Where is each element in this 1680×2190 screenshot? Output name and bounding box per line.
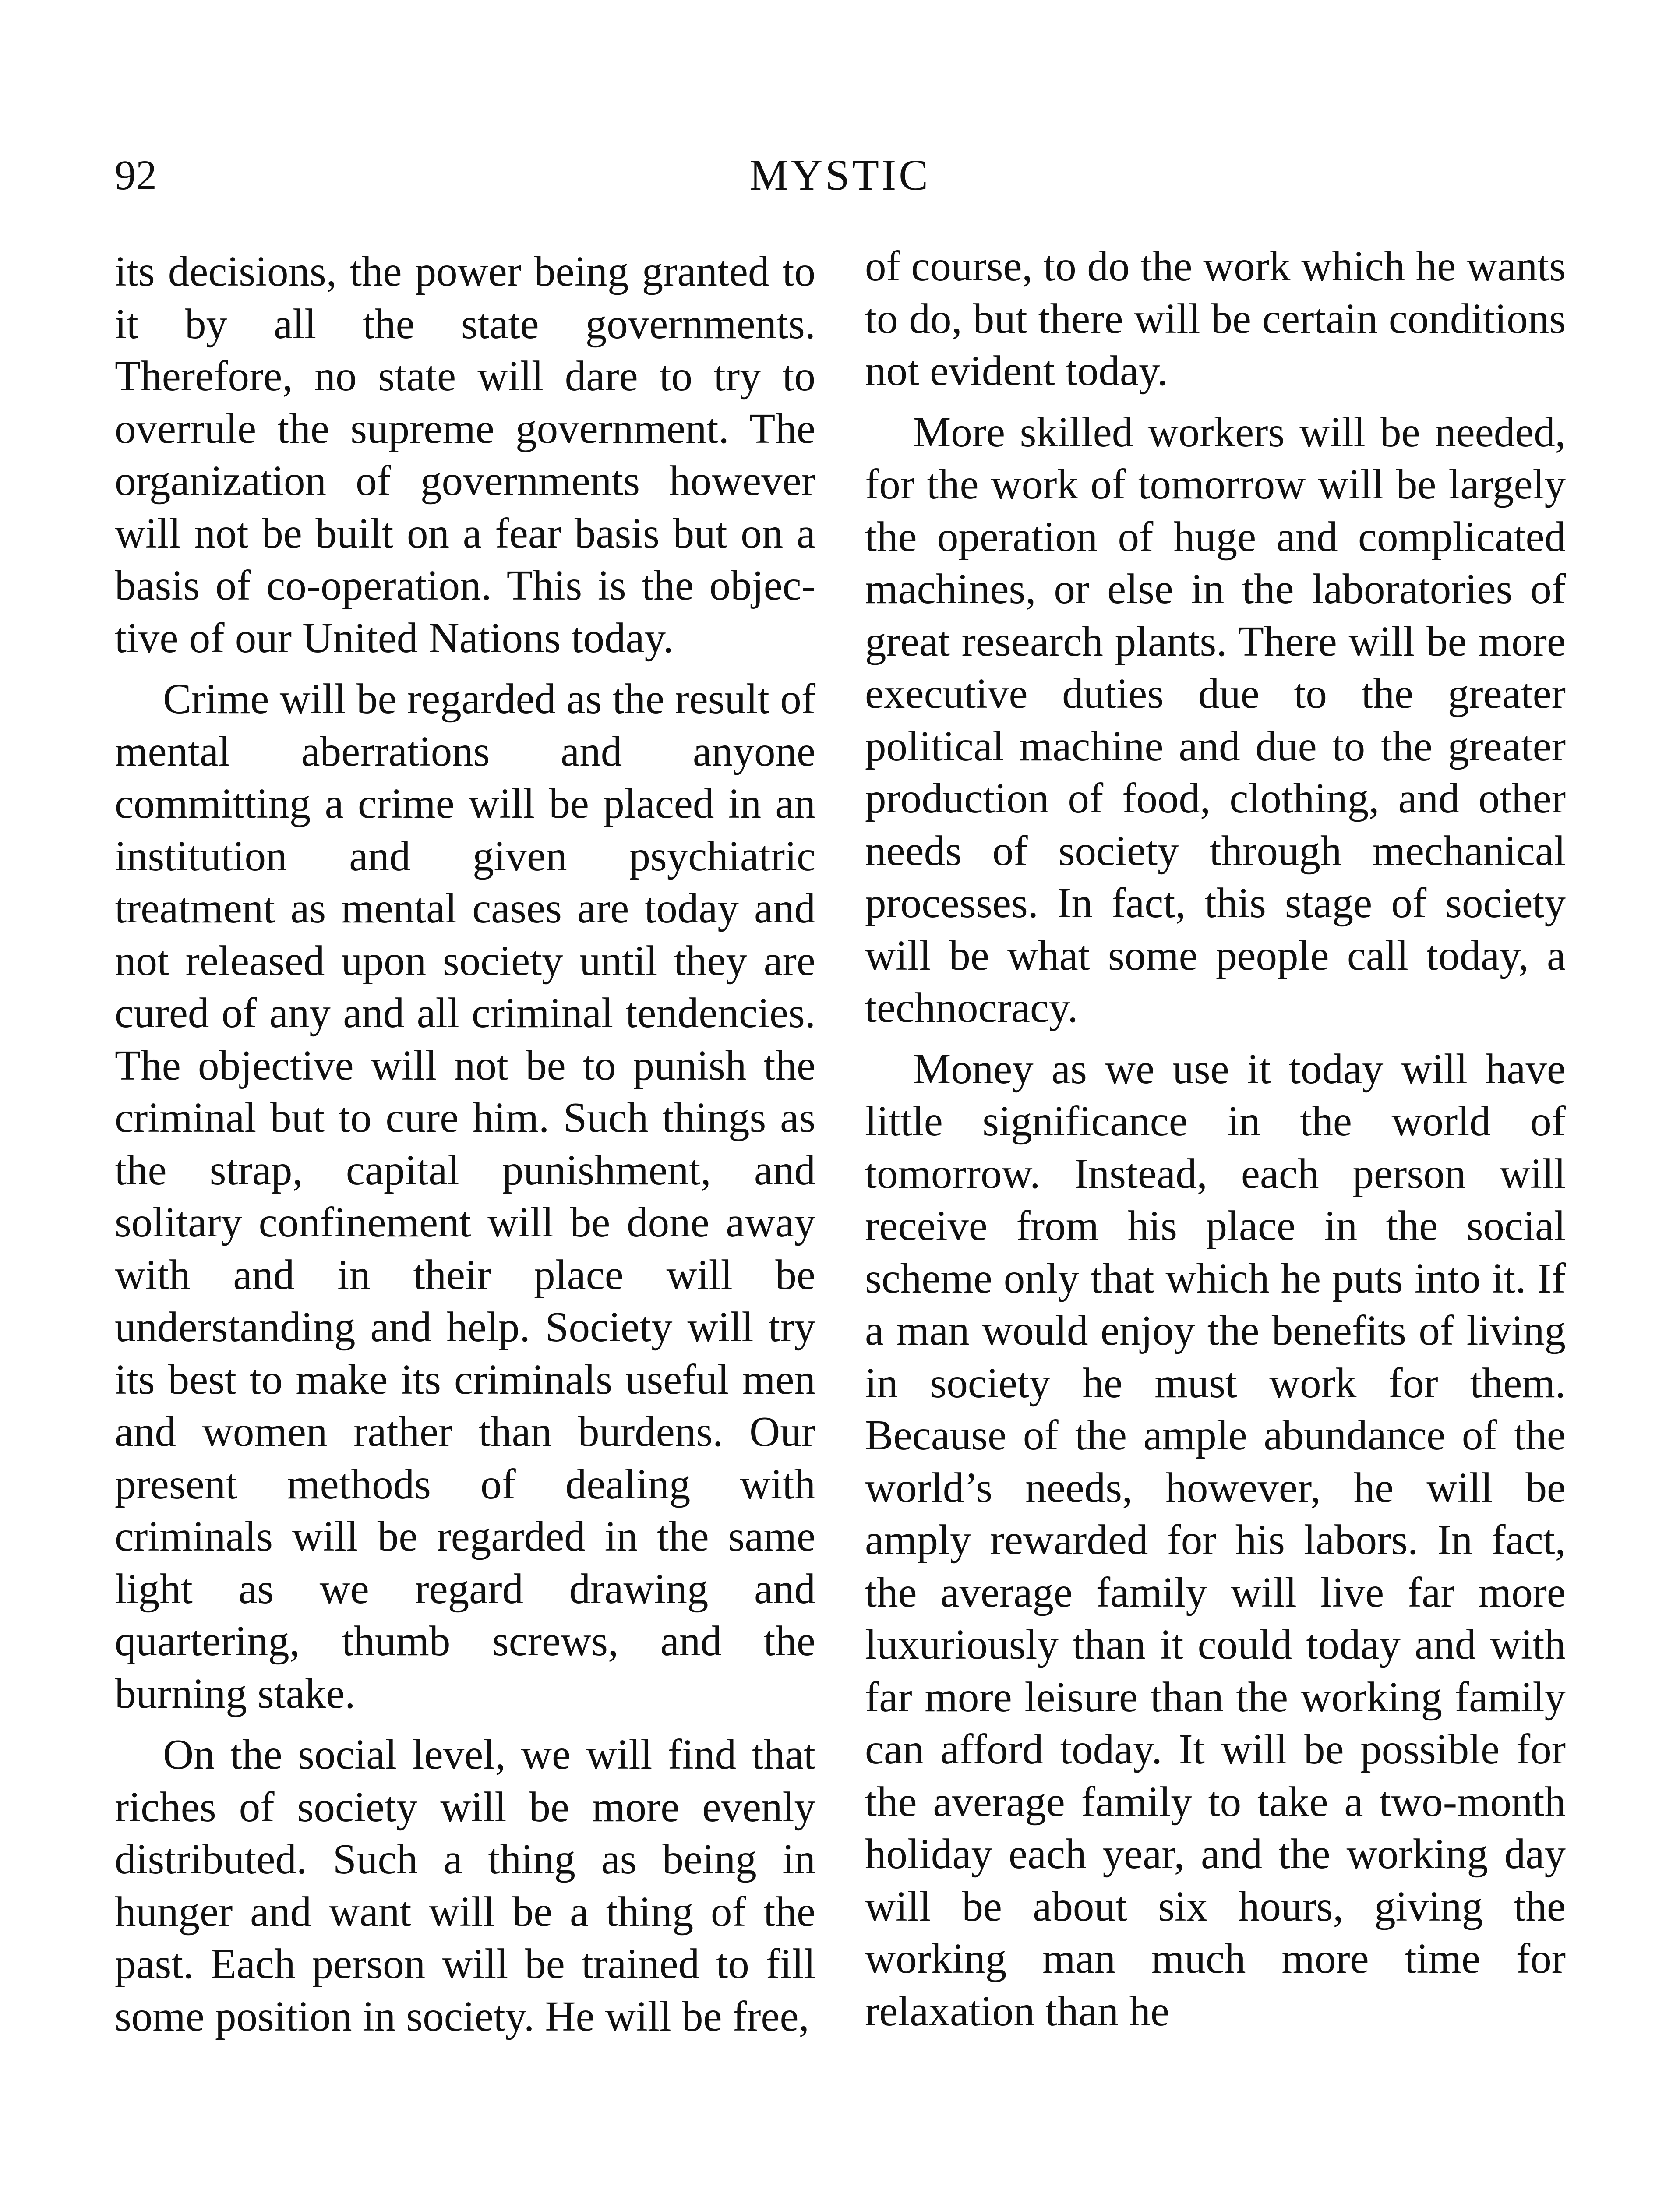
right-column bbox=[865, 240, 1566, 2046]
paragraph: More skilled workers will be needed, for the work of tomorrow will be largely the operation of huge and complicated machines, or else in the laboratories of great research plants. There will be more executive duties due to the greater political machine and due to the greater production of food, clothing, and other needs of society through mechanical processes. In fact, this stage of society will be what some people call today, a technocracy. bbox=[865, 408, 1566, 1031]
running-head: MYSTIC bbox=[749, 151, 931, 199]
page-number: 92 bbox=[115, 152, 157, 198]
paragraph: Crime will be regarded as the result of mental aberrations and anyone committing a crime will be placed in an institution and given psychiatric treatment as mental cases are today and not released upon society until they are cured of any and all criminal tendencies. The objective will not be to punish the criminal but to cure him. Such things as the strap, capital punishment, and solitary confinement will be done away with and in their place will be understanding and help. Society will try its best to make its criminals useful men and women rather than burdens. Our present methods of dealing with criminals will be regarded in the same light as we regard drawing and quartering, thumb screws, and the burning stake. bbox=[115, 675, 815, 1717]
left-column bbox=[115, 245, 815, 2051]
paragraph: of course, to do the work which he wants to do, but there will be certain conditions not evident today. bbox=[865, 243, 1566, 394]
paragraph: On the social level, we will find that riches of society will be more evenly distributed. Such a thing as being in hunger and want will be a thing of the past. Each person will be trained to fill some position in society. He will be free, bbox=[115, 1731, 815, 2040]
paragraph: its decisions, the power being granted to it by all the state governments. Therefore, no state will dare to try to overrule the supreme government. The organization of governments however will not be built on a fear basis but on a basis of co-operation. This is the objective of our United Nations today. bbox=[115, 248, 815, 661]
paragraph: Money as we use it today will have little significance in the world of tomorrow. Instead, each person will receive from his place in the social scheme only that which he puts into it. If a man would enjoy the benefits of living in society he must work for them. Because of the ample abundance of the world’s needs, however, he will be amply rewarded for his labors. In fact, the average family will live far more luxuriously than it could today and with far more leisure than the working family can afford today. It will be possible for the average family to take a two-month holiday each year, and the working day will be about six hours, giving the working man much more time for relaxation than he bbox=[865, 1045, 1566, 2035]
